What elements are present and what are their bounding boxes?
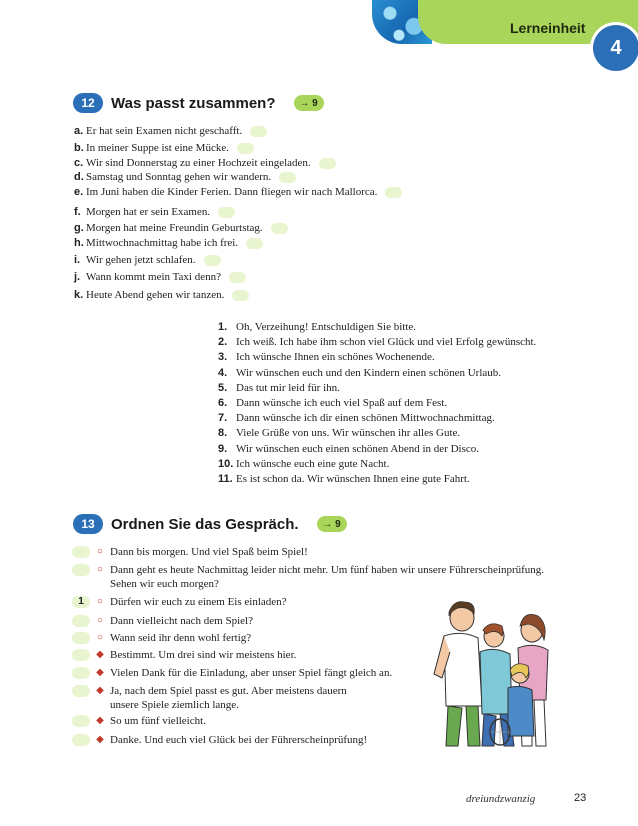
order-number-field[interactable] <box>72 667 90 679</box>
response-number: 3. <box>218 351 228 364</box>
response-text: Oh, Verzeihung! Entschuldigen Sie bitte. <box>236 321 417 333</box>
dialogue-text: Wann seid ihr denn wohl fertig? <box>110 632 252 644</box>
reference-badge: → 9 <box>294 95 324 111</box>
speaker-diamond-icon: ◆ <box>96 649 104 660</box>
dialogue-text: Bestimmt. Um drei sind wir meistens hier. <box>110 649 297 661</box>
sentence-text: In meiner Suppe ist eine Mücke. <box>86 142 229 154</box>
dialogue-text: Vielen Dank für die Einladung, aber unser Spiel fängt gleich an. <box>110 667 393 679</box>
dialogue-text: Ja, nach dem Spiel passt es gut. Aber meistens dauern unsere Spiele ziemlich lange. <box>110 685 347 711</box>
speaker-diamond-icon: ◆ <box>96 734 104 745</box>
response-number: 7. <box>218 412 228 425</box>
sentence-letter: h. <box>74 237 84 249</box>
page-number: 23 <box>574 792 587 804</box>
dialogue-line <box>72 545 308 559</box>
sentence-letter: j. <box>74 271 81 283</box>
exercise-12-header <box>73 93 324 113</box>
response-item <box>218 472 470 486</box>
sentence-text: Er hat sein Examen nicht geschafft. <box>86 125 243 137</box>
dialogue-line <box>72 614 253 628</box>
answer-field[interactable] <box>250 126 267 137</box>
sentence-item <box>74 221 288 235</box>
dialogue-line <box>72 648 296 662</box>
sentence-text: Samstag und Sonntag gehen wir wandern. <box>86 171 272 183</box>
sentence-item <box>74 270 246 284</box>
sentence-item <box>74 141 254 155</box>
response-number: 8. <box>218 427 228 440</box>
sentence-letter: f. <box>74 206 81 218</box>
answer-field[interactable] <box>271 223 288 234</box>
order-number-field[interactable] <box>72 564 90 576</box>
answer-field[interactable] <box>204 255 221 266</box>
dialogue-text: Dann vielleicht nach dem Spiel? <box>110 615 253 627</box>
response-item <box>218 426 460 440</box>
people-illustration <box>432 596 554 750</box>
response-number: 6. <box>218 397 228 409</box>
sentence-text: Heute Abend gehen wir tanzen. <box>86 289 225 301</box>
answer-field[interactable] <box>279 172 296 183</box>
dialogue-line <box>72 714 206 728</box>
sentence-item <box>74 205 235 219</box>
sentence-item <box>74 236 263 250</box>
speaker-circle-icon: ○ <box>96 632 104 643</box>
response-item <box>218 381 340 395</box>
response-text: Dann wünsche ich euch viel Spaß auf dem Fest. <box>236 397 448 409</box>
sentence-text: Wir sind Donnerstag zu einer Hochzeit eingeladen. <box>86 157 311 169</box>
order-number-field[interactable] <box>72 615 90 627</box>
page-number-words: dreiundzwanzig <box>466 793 536 805</box>
answer-field[interactable] <box>385 187 402 198</box>
response-number: 11. <box>218 473 233 485</box>
speaker-circle-icon: ○ <box>96 596 104 607</box>
response-number: 9. <box>218 442 228 455</box>
response-item <box>218 335 536 349</box>
answer-field[interactable] <box>229 272 246 283</box>
speaker-circle-icon: ○ <box>96 546 104 557</box>
sentence-letter: a. <box>74 125 84 137</box>
speaker-circle-icon: ○ <box>96 564 104 575</box>
sentence-text: Wir gehen jetzt schlafen. <box>86 254 196 266</box>
exercise-title: Ordnen Sie das Gespräch. <box>111 515 299 533</box>
dialogue-line <box>72 684 347 712</box>
dialogue-text: Danke. Und euch viel Glück bei der Führerscheinprüfung! <box>110 734 368 746</box>
sentence-text: Im Juni haben die Kinder Ferien. Dann fliegen wir nach Mallorca. <box>86 186 378 198</box>
dialogue-text: Dann geht es heute Nachmittag leider nicht mehr. Um fünf haben wir unsere Führerscheinprüfung. Sehen wir euch morgen? <box>110 564 545 590</box>
response-item <box>218 457 389 471</box>
sentence-text: Morgen hat meine Freundin Geburtstag. <box>86 222 263 234</box>
response-text: Ich weiß. Ich habe ihm schon viel Glück und viel Erfolg gewünscht. <box>236 336 537 349</box>
sentence-item <box>74 156 336 170</box>
speaker-diamond-icon: ◆ <box>96 715 104 726</box>
sentence-item <box>74 253 221 267</box>
sentence-letter: d. <box>74 171 84 183</box>
answer-field[interactable] <box>246 238 263 249</box>
response-item <box>218 396 447 410</box>
exercise-13-header <box>73 514 347 534</box>
order-number-field[interactable] <box>72 715 90 727</box>
answer-field[interactable] <box>218 207 235 218</box>
sentence-letter: c. <box>74 157 84 169</box>
sentence-letter: e. <box>74 186 84 198</box>
response-number: 10. <box>218 457 234 470</box>
sentence-text: Wann kommt mein Taxi denn? <box>86 271 222 283</box>
exercise-number-badge: 12 <box>73 93 103 113</box>
dialogue-line <box>72 631 251 645</box>
dialogue-line <box>72 666 392 680</box>
response-number: 5. <box>218 381 228 394</box>
response-text: Ich wünsche euch eine gute Nacht. <box>236 457 390 470</box>
dialogue-line <box>72 733 367 747</box>
response-text: Das tut mir leid für ihn. <box>236 381 340 394</box>
answer-field[interactable] <box>232 290 249 301</box>
response-text: Dann wünsche ich dir einen schönen Mittwochnachmittag. <box>236 412 495 425</box>
response-number: 2. <box>218 336 228 349</box>
order-number-field[interactable] <box>72 632 90 644</box>
response-item <box>218 442 479 456</box>
sentence-letter: b. <box>74 142 84 154</box>
response-text: Viele Grüße von uns. Wir wünschen ihr alles Gute. <box>236 427 461 440</box>
dialogue-text: So um fünf vielleicht. <box>110 715 206 727</box>
response-text: Es ist schon da. Wir wünschen Ihnen eine gute Fahrt. <box>236 473 470 485</box>
sentence-item <box>74 170 296 184</box>
sentence-text: Morgen hat er sein Examen. <box>86 206 211 218</box>
response-item <box>218 350 435 364</box>
order-number-field[interactable] <box>72 685 90 697</box>
response-number: 4. <box>218 366 228 379</box>
sentence-item <box>74 124 267 138</box>
chapter-badge: 4 <box>593 25 638 71</box>
sentence-letter: k. <box>74 289 84 301</box>
response-text: Wir wünschen euch und den Kindern einen schönen Urlaub. <box>236 366 502 379</box>
order-number-field[interactable] <box>72 734 90 746</box>
response-item <box>218 366 501 380</box>
sentence-item <box>74 288 249 302</box>
response-item <box>218 320 416 334</box>
response-number: 1. <box>218 321 228 333</box>
exercise-title: Was passt zusammen? <box>111 94 276 112</box>
sentence-text: Mittwochnachmittag habe ich frei. <box>86 237 239 249</box>
dialogue-line <box>72 563 544 591</box>
dialogue-text: Dürfen wir euch zu einem Eis einladen? <box>110 596 287 608</box>
response-text: Ich wünsche Ihnen ein schönes Wochenende. <box>236 351 435 364</box>
order-number-field[interactable] <box>72 649 90 661</box>
speaker-diamond-icon: ◆ <box>96 685 104 696</box>
speaker-diamond-icon: ◆ <box>96 667 104 678</box>
reference-badge: → 9 <box>317 516 347 532</box>
exercise-number-badge: 13 <box>73 514 103 534</box>
dialogue-text: Dann bis morgen. Und viel Spaß beim Spiel! <box>110 546 308 558</box>
response-item <box>218 411 495 425</box>
unit-label: Lerneinheit <box>510 20 586 36</box>
sentence-item <box>74 185 402 199</box>
sentence-letter: i. <box>74 254 81 266</box>
answer-field[interactable] <box>237 143 254 154</box>
answer-field[interactable] <box>319 158 336 169</box>
dialogue-line <box>72 595 287 609</box>
response-text: Wir wünschen euch einen schönen Abend in der Disco. <box>236 442 480 455</box>
speaker-circle-icon: ○ <box>96 615 104 626</box>
sentence-letter: g. <box>74 222 84 234</box>
order-number-field[interactable]: 1 <box>72 596 90 608</box>
order-number-field[interactable] <box>72 546 90 558</box>
